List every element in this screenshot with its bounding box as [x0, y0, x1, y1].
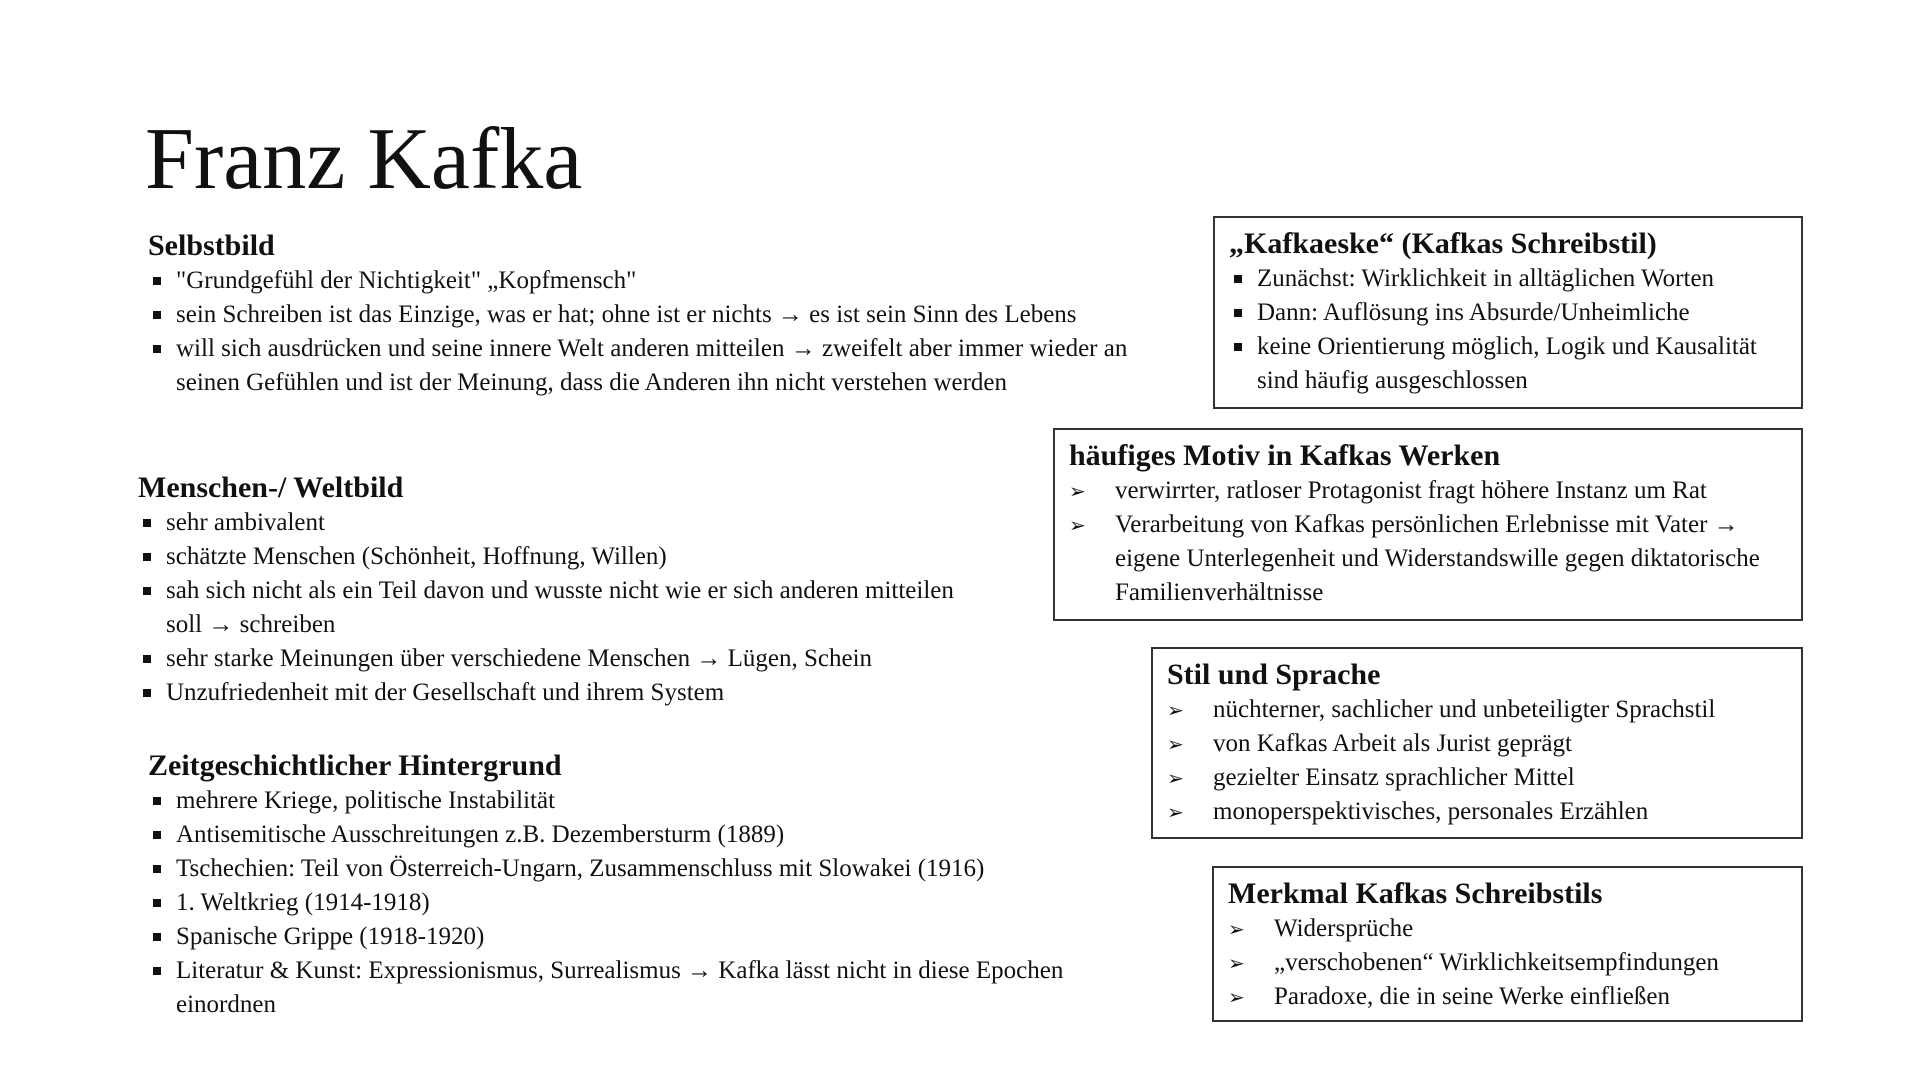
list-item: sehr ambivalent [138, 506, 988, 540]
section-menschenbild [138, 470, 988, 710]
list-item: 1. Weltkrieg (1914-1918) [148, 886, 1108, 920]
list-item: Zunächst: Wirklichkeit in alltäglichen Worten [1229, 262, 1787, 296]
list-item: schätzte Menschen (Schönheit, Hoffnung, Willen) [138, 540, 988, 574]
box-merkmal [1212, 866, 1803, 1022]
section-hintergrund [148, 748, 1108, 1022]
list-item: Spanische Grippe (1918-1920) [148, 920, 1108, 954]
list-item: ➢ „verschobenen“ Wirklichkeitsempfindungen [1228, 946, 1787, 980]
list-item: ➢ verwirrter, ratloser Protagonist fragt höhere Instanz um Rat [1069, 474, 1787, 508]
page-title: Franz Kafka [145, 111, 583, 208]
list-item: sein Schreiben ist das Einzige, was er hat; ohne ist er nichts → es ist sein Sinn des Lebens [148, 298, 1208, 332]
section-selbstbild [148, 228, 1208, 400]
menschenbild-list [138, 506, 988, 710]
list-item: ➢ Paradoxe, die in seine Werke einfließen [1228, 980, 1787, 1014]
list-item: ➢ Widersprüche [1228, 912, 1787, 946]
motiv-heading: häufiges Motiv in Kafkas Werken [1069, 439, 1501, 472]
box-motiv [1053, 428, 1803, 621]
stil-heading: Stil und Sprache [1167, 658, 1381, 691]
motiv-list [1069, 474, 1787, 610]
merkmal-list [1228, 912, 1787, 1014]
list-item: Literatur & Kunst: Expressionismus, Surrealismus → Kafka lässt nicht in diese Epochen einordnen [148, 954, 1106, 1022]
list-item: Antisemitische Ausschreitungen z.B. Dezembersturm (1889) [148, 818, 1108, 852]
list-item: keine Orientierung möglich, Logik und Kausalität sind häufig ausgeschlossen [1229, 330, 1787, 398]
list-item: "Grundgefühl der Nichtigkeit" „Kopfmensch" [148, 264, 1208, 298]
list-item: ➢ gezielter Einsatz sprachlicher Mittel [1167, 761, 1787, 795]
menschenbild-heading: Menschen-/ Weltbild [138, 471, 404, 504]
list-item: Dann: Auflösung ins Absurde/Unheimliche [1229, 296, 1787, 330]
list-item: sehr starke Meinungen über verschiedene Menschen → Lügen, Schein [138, 642, 988, 676]
list-item: ➢ von Kafkas Arbeit als Jurist geprägt [1167, 727, 1787, 761]
selbstbild-heading: Selbstbild [148, 229, 275, 262]
list-item: ➢ monoperspektivisches, personales Erzählen [1167, 795, 1787, 829]
list-item: Unzufriedenheit mit der Gesellschaft und ihrem System [138, 676, 988, 710]
list-item: mehrere Kriege, politische Instabilität [148, 784, 1108, 818]
selbstbild-list [148, 264, 1208, 400]
hintergrund-list [148, 784, 1108, 1022]
merkmal-heading: Merkmal Kafkas Schreibstils [1228, 877, 1603, 910]
box-stil [1151, 647, 1803, 839]
list-item: Tschechien: Teil von Österreich-Ungarn, Zusammenschluss mit Slowakei (1916) [148, 852, 1108, 886]
kafkaeske-list [1229, 262, 1787, 398]
list-item: ➢ Verarbeitung von Kafkas persönlichen Erlebnisse mit Vater → eigene Unterlegenheit und Widerstandswille gegen diktatorische Familienverhältnisse [1069, 508, 1787, 610]
list-item: will sich ausdrücken und seine innere Welt anderen mitteilen → zweifelt aber immer wieder an seinen Gefühlen und ist der Meinung, dass die Anderen ihn nicht verstehen werden [148, 332, 1176, 400]
stil-list [1167, 693, 1787, 829]
list-item: ➢ nüchterner, sachlicher und unbeteiligter Sprachstil [1167, 693, 1787, 727]
list-item: sah sich nicht als ein Teil davon und wusste nicht wie er sich anderen mitteilen soll → schreiben [138, 574, 986, 642]
hintergrund-heading: Zeitgeschichtlicher Hintergrund [148, 749, 562, 782]
kafkaeske-heading: „Kafkaeske“ (Kafkas Schreibstil) [1229, 227, 1657, 260]
box-kafkaeske [1213, 216, 1803, 409]
